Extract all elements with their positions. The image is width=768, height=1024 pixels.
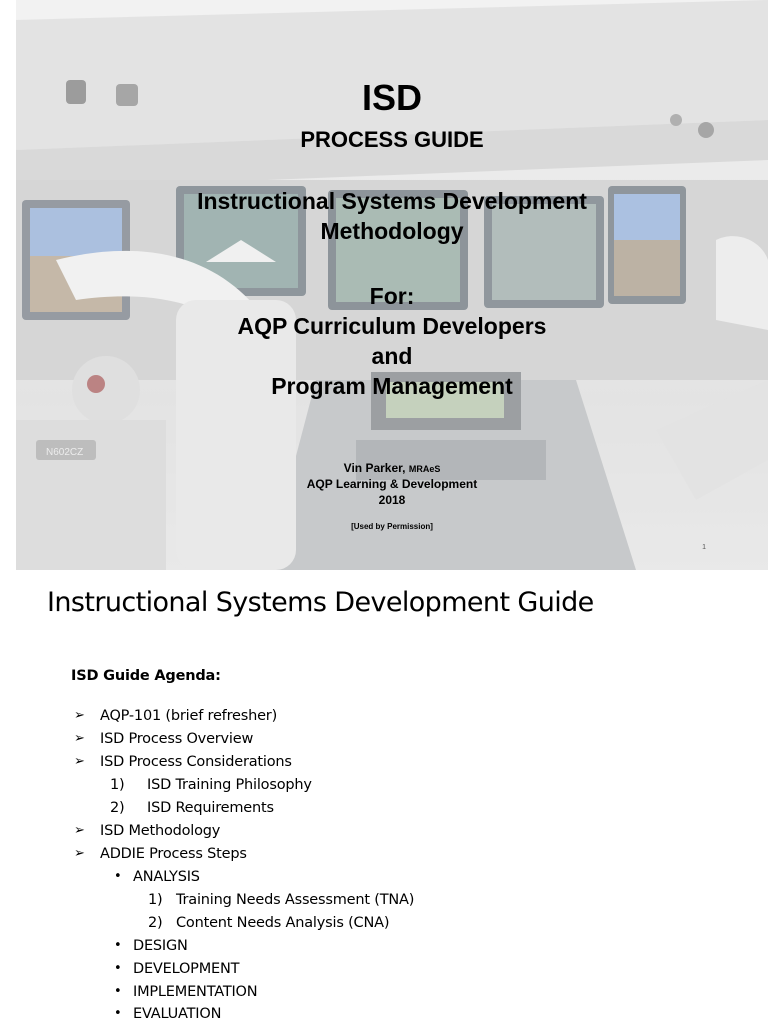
cover-page-number: 1 bbox=[702, 544, 706, 551]
cover-title: ISD bbox=[361, 77, 422, 118]
arrow-bullet-icon: ➢ bbox=[74, 823, 85, 838]
panel-tag-label: N602CZ bbox=[46, 447, 84, 458]
arrow-bullet-icon: ➢ bbox=[74, 754, 85, 769]
author-name: Vin Parker, bbox=[343, 461, 406, 475]
bullet-dot-icon: • bbox=[114, 984, 122, 999]
bullet-dot-icon: • bbox=[114, 938, 122, 953]
arrow-bullet-icon: ➢ bbox=[74, 846, 85, 861]
bullet-dot-icon: • bbox=[114, 1006, 122, 1021]
cover-audience-line1: AQP Curriculum Developers bbox=[237, 313, 547, 339]
agenda-slide: Instructional Systems Development Guide ISD Guide Agenda: ➢ AQP-101 (brief refresher) ➢ ISD Process Overview ➢ ISD Process Considerations 1) ISD Training Philosophy 2) ISD Requirements ➢ ISD Methodology ➢ ADDIE Process Steps • ANALYSIS 1) Training Needs Assessment (TNA) 2) Content Needs Analysis (CNA) • DESIGN • DEVELOPMENT • IMPLEMENTATION • EVALUATION bbox=[0, 570, 768, 1024]
cover-organization: AQP Learning & Development bbox=[306, 477, 478, 491]
cover-heading-line1: Instructional Systems Development bbox=[197, 188, 587, 214]
cover-year: 2018 bbox=[378, 493, 406, 507]
cover-heading-line2: Methodology bbox=[320, 218, 464, 244]
agenda-subtitle: ISD Guide Agenda: bbox=[71, 668, 221, 684]
author-suffix: MRAeS bbox=[408, 464, 441, 474]
agenda-slide-title: Instructional Systems Development Guide bbox=[47, 587, 594, 618]
cover-audience-line2: and bbox=[371, 343, 413, 369]
cover-for-label: For: bbox=[369, 283, 415, 309]
arrow-bullet-icon: ➢ bbox=[74, 731, 85, 746]
cover-audience-line3: Program Management bbox=[271, 373, 513, 399]
cover-slide bbox=[16, 0, 768, 570]
bullet-dot-icon: • bbox=[114, 869, 122, 884]
cover-author bbox=[16, 461, 768, 477]
cover-subtitle: PROCESS GUIDE bbox=[300, 127, 484, 152]
cover-heading bbox=[16, 186, 768, 246]
cover-permission-note: [Used by Permission] bbox=[351, 522, 433, 531]
arrow-bullet-icon: ➢ bbox=[74, 708, 85, 723]
bullet-dot-icon: • bbox=[114, 961, 122, 976]
